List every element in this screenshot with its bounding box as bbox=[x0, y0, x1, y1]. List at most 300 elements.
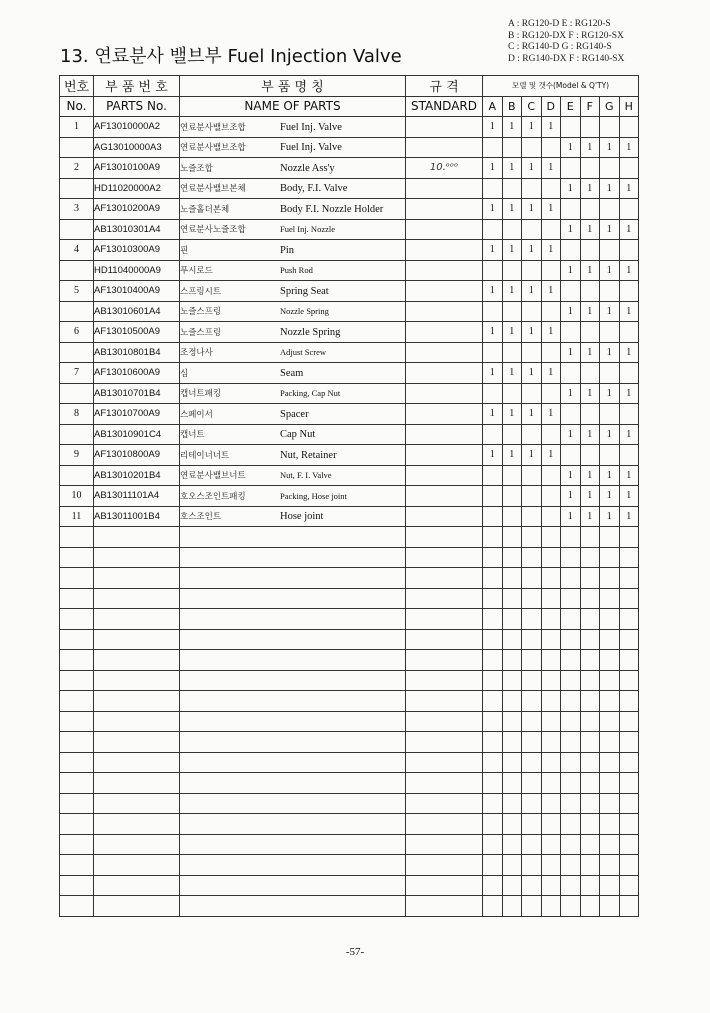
blank-cell bbox=[580, 670, 600, 691]
blank-cell bbox=[60, 752, 94, 773]
blank-cell bbox=[580, 834, 600, 855]
standard bbox=[406, 486, 483, 507]
row-number: 3 bbox=[60, 199, 94, 220]
model-qty bbox=[541, 301, 561, 322]
blank-cell bbox=[522, 875, 542, 896]
blank-cell bbox=[483, 691, 503, 712]
blank-cell bbox=[180, 568, 406, 589]
blank-cell bbox=[483, 609, 503, 630]
part-name-korean: 핀 bbox=[180, 245, 189, 256]
model-qty: 1 bbox=[619, 486, 639, 507]
model-qty bbox=[600, 281, 620, 302]
model-qty bbox=[580, 363, 600, 384]
blank-cell bbox=[502, 711, 522, 732]
table-row bbox=[60, 137, 639, 158]
blank-cell bbox=[600, 650, 620, 671]
blank-cell bbox=[619, 527, 639, 548]
part-name bbox=[180, 363, 406, 384]
legend-line: D : RG140-DX F : RG140-SX bbox=[508, 53, 625, 64]
row-number bbox=[60, 260, 94, 281]
blank-cell bbox=[541, 588, 561, 609]
part-name bbox=[180, 445, 406, 466]
table-row bbox=[60, 486, 639, 507]
part-number: AB13010601A4 bbox=[94, 301, 180, 322]
model-qty bbox=[541, 342, 561, 363]
part-name-korean: 연료분사밸브너트 bbox=[180, 471, 246, 482]
model-qty bbox=[580, 281, 600, 302]
blank-cell bbox=[94, 793, 180, 814]
blank-cell bbox=[60, 793, 94, 814]
standard bbox=[406, 199, 483, 220]
blank-cell bbox=[522, 855, 542, 876]
blank-cell bbox=[619, 814, 639, 835]
model-qty bbox=[580, 445, 600, 466]
model-qty: 1 bbox=[483, 363, 503, 384]
blank-cell bbox=[406, 609, 483, 630]
blank-cell bbox=[502, 629, 522, 650]
standard bbox=[406, 301, 483, 322]
model-qty: 1 bbox=[600, 301, 620, 322]
blank-cell bbox=[180, 855, 406, 876]
blank-cell bbox=[483, 670, 503, 691]
header-name-ko: 부 품 명 칭 bbox=[180, 76, 406, 97]
model-qty: 1 bbox=[522, 445, 542, 466]
model-qty bbox=[600, 158, 620, 179]
model-qty: 1 bbox=[580, 465, 600, 486]
blank-cell bbox=[406, 855, 483, 876]
blank-cell bbox=[580, 629, 600, 650]
blank-cell bbox=[619, 568, 639, 589]
blank-cell bbox=[406, 547, 483, 568]
part-name-english: Packing, Cap Nut bbox=[280, 388, 341, 399]
standard bbox=[406, 383, 483, 404]
parts-table bbox=[59, 75, 639, 917]
blank-cell bbox=[561, 588, 581, 609]
model-qty bbox=[600, 240, 620, 261]
model-qty: 1 bbox=[541, 445, 561, 466]
model-qty bbox=[502, 506, 522, 527]
table-row bbox=[60, 363, 639, 384]
blank-cell bbox=[541, 629, 561, 650]
model-qty bbox=[483, 486, 503, 507]
part-name bbox=[180, 199, 406, 220]
model-qty bbox=[541, 465, 561, 486]
blank-cell bbox=[502, 855, 522, 876]
model-qty bbox=[541, 219, 561, 240]
part-name bbox=[180, 404, 406, 425]
model-qty bbox=[483, 506, 503, 527]
blank-cell bbox=[406, 691, 483, 712]
blank-cell bbox=[522, 814, 542, 835]
model-qty bbox=[502, 486, 522, 507]
blank-cell bbox=[60, 670, 94, 691]
standard bbox=[406, 404, 483, 425]
model-qty bbox=[502, 260, 522, 281]
blank-cell bbox=[619, 670, 639, 691]
blank-cell bbox=[522, 609, 542, 630]
blank-cell bbox=[502, 650, 522, 671]
blank-cell bbox=[580, 691, 600, 712]
blank-cell bbox=[541, 732, 561, 753]
part-name-korean: 스페이서 bbox=[180, 409, 213, 420]
model-qty: 1 bbox=[619, 219, 639, 240]
blank-row bbox=[60, 752, 639, 773]
standard bbox=[406, 465, 483, 486]
blank-cell bbox=[60, 875, 94, 896]
blank-cell bbox=[94, 609, 180, 630]
blank-cell bbox=[580, 896, 600, 917]
part-name bbox=[180, 342, 406, 363]
model-qty bbox=[502, 301, 522, 322]
standard bbox=[406, 322, 483, 343]
blank-cell bbox=[580, 527, 600, 548]
part-number: AF13010200A9 bbox=[94, 199, 180, 220]
blank-cell bbox=[541, 814, 561, 835]
blank-cell bbox=[600, 609, 620, 630]
blank-cell bbox=[561, 793, 581, 814]
model-qty bbox=[483, 219, 503, 240]
blank-cell bbox=[600, 691, 620, 712]
blank-cell bbox=[561, 568, 581, 589]
blank-cell bbox=[541, 609, 561, 630]
part-number: AB13010701B4 bbox=[94, 383, 180, 404]
blank-cell bbox=[522, 711, 542, 732]
part-name-english: Fuel Inj. Nozzle bbox=[280, 224, 335, 235]
blank-cell bbox=[502, 568, 522, 589]
blank-cell bbox=[180, 609, 406, 630]
blank-cell bbox=[502, 691, 522, 712]
blank-cell bbox=[502, 875, 522, 896]
blank-cell bbox=[580, 752, 600, 773]
blank-cell bbox=[619, 752, 639, 773]
part-number: AB13010201B4 bbox=[94, 465, 180, 486]
blank-cell bbox=[180, 629, 406, 650]
blank-cell bbox=[619, 896, 639, 917]
part-number: AF13010700A9 bbox=[94, 404, 180, 425]
blank-cell bbox=[406, 875, 483, 896]
model-qty bbox=[600, 117, 620, 138]
model-qty bbox=[483, 178, 503, 199]
page-title: 13. 연료분사 밸브부 Fuel Injection Valve bbox=[60, 46, 402, 67]
model-qty: 1 bbox=[580, 301, 600, 322]
part-name-english: Pin bbox=[280, 244, 295, 256]
model-qty: 1 bbox=[483, 404, 503, 425]
model-qty: 1 bbox=[522, 363, 542, 384]
model-qty bbox=[502, 465, 522, 486]
part-name bbox=[180, 322, 406, 343]
blank-cell bbox=[483, 711, 503, 732]
table-row bbox=[60, 383, 639, 404]
blank-cell bbox=[600, 814, 620, 835]
blank-cell bbox=[406, 629, 483, 650]
blank-cell bbox=[600, 588, 620, 609]
part-name-korean: 연료분사밸브조합 bbox=[180, 122, 246, 133]
model-qty bbox=[483, 260, 503, 281]
part-name-korean: 캡너트 bbox=[180, 430, 205, 441]
table-row bbox=[60, 281, 639, 302]
row-number bbox=[60, 178, 94, 199]
blank-cell bbox=[60, 547, 94, 568]
model-qty bbox=[580, 199, 600, 220]
standard bbox=[406, 363, 483, 384]
header-std-en: STANDARD bbox=[406, 96, 483, 117]
model-qty bbox=[502, 137, 522, 158]
table-row bbox=[60, 260, 639, 281]
model-qty bbox=[580, 322, 600, 343]
blank-cell bbox=[94, 527, 180, 548]
blank-cell bbox=[483, 527, 503, 548]
blank-cell bbox=[522, 547, 542, 568]
model-qty: 1 bbox=[522, 240, 542, 261]
blank-cell bbox=[502, 793, 522, 814]
blank-cell bbox=[619, 793, 639, 814]
blank-cell bbox=[60, 834, 94, 855]
blank-cell bbox=[619, 732, 639, 753]
model-qty bbox=[502, 424, 522, 445]
part-name bbox=[180, 260, 406, 281]
blank-row bbox=[60, 834, 639, 855]
model-qty: 1 bbox=[580, 137, 600, 158]
model-qty: 1 bbox=[541, 199, 561, 220]
blank-cell bbox=[94, 855, 180, 876]
header-model-a: A bbox=[483, 96, 503, 117]
blank-cell bbox=[541, 793, 561, 814]
part-number: AF13010300A9 bbox=[94, 240, 180, 261]
blank-cell bbox=[600, 793, 620, 814]
blank-cell bbox=[502, 834, 522, 855]
blank-cell bbox=[580, 568, 600, 589]
row-number bbox=[60, 465, 94, 486]
model-qty bbox=[619, 322, 639, 343]
model-qty bbox=[483, 424, 503, 445]
row-number: 8 bbox=[60, 404, 94, 425]
blank-cell bbox=[502, 547, 522, 568]
blank-row bbox=[60, 547, 639, 568]
model-qty: 1 bbox=[619, 301, 639, 322]
part-name bbox=[180, 281, 406, 302]
model-qty bbox=[522, 383, 542, 404]
part-name bbox=[180, 301, 406, 322]
part-name bbox=[180, 240, 406, 261]
model-qty: 1 bbox=[502, 158, 522, 179]
blank-cell bbox=[406, 896, 483, 917]
part-name-korean: 심 bbox=[180, 368, 189, 379]
header-std-ko: 규 격 bbox=[406, 76, 483, 97]
part-name bbox=[180, 486, 406, 507]
header-model-b: B bbox=[502, 96, 522, 117]
blank-cell bbox=[541, 691, 561, 712]
model-qty: 1 bbox=[600, 219, 620, 240]
model-qty bbox=[580, 240, 600, 261]
part-number: AB13010301A4 bbox=[94, 219, 180, 240]
row-number: 10 bbox=[60, 486, 94, 507]
blank-cell bbox=[180, 527, 406, 548]
model-qty bbox=[522, 219, 542, 240]
blank-cell bbox=[522, 527, 542, 548]
part-name bbox=[180, 506, 406, 527]
blank-cell bbox=[94, 834, 180, 855]
blank-cell bbox=[619, 650, 639, 671]
model-qty: 1 bbox=[502, 363, 522, 384]
model-qty: 1 bbox=[561, 301, 581, 322]
model-qty: 1 bbox=[619, 383, 639, 404]
header-model-h: H bbox=[619, 96, 639, 117]
model-qty bbox=[522, 424, 542, 445]
row-number: 9 bbox=[60, 445, 94, 466]
model-qty: 1 bbox=[580, 260, 600, 281]
part-number: AB13011101A4 bbox=[94, 486, 180, 507]
blank-cell bbox=[483, 793, 503, 814]
model-qty bbox=[619, 363, 639, 384]
model-qty bbox=[502, 342, 522, 363]
blank-cell bbox=[580, 711, 600, 732]
model-qty: 1 bbox=[541, 363, 561, 384]
part-number: AF13010000A2 bbox=[94, 117, 180, 138]
model-qty: 1 bbox=[541, 240, 561, 261]
model-qty: 1 bbox=[502, 199, 522, 220]
blank-cell bbox=[600, 568, 620, 589]
model-qty: 1 bbox=[561, 465, 581, 486]
blank-cell bbox=[541, 875, 561, 896]
blank-cell bbox=[619, 711, 639, 732]
model-qty: 1 bbox=[561, 260, 581, 281]
parts-table-body bbox=[60, 117, 639, 917]
blank-cell bbox=[94, 691, 180, 712]
model-qty bbox=[561, 281, 581, 302]
blank-cell bbox=[619, 834, 639, 855]
model-qty bbox=[619, 158, 639, 179]
model-qty bbox=[483, 301, 503, 322]
row-number bbox=[60, 424, 94, 445]
table-row bbox=[60, 199, 639, 220]
part-number: AF13010100A9 bbox=[94, 158, 180, 179]
part-name-english: Body F.I. Nozzle Holder bbox=[280, 203, 384, 215]
part-number: AF13010600A9 bbox=[94, 363, 180, 384]
part-name-english: Body, F.I. Valve bbox=[280, 183, 348, 195]
blank-cell bbox=[600, 773, 620, 794]
header-parts-en: PARTS No. bbox=[94, 96, 180, 117]
blank-row bbox=[60, 814, 639, 835]
part-name-english: Hose joint bbox=[280, 511, 324, 523]
table-row bbox=[60, 404, 639, 425]
standard bbox=[406, 445, 483, 466]
blank-cell bbox=[502, 752, 522, 773]
legend-line: A : RG120-D E : RG120-S bbox=[508, 19, 611, 29]
table-row bbox=[60, 322, 639, 343]
model-qty: 1 bbox=[619, 424, 639, 445]
row-number: 1 bbox=[60, 117, 94, 138]
table-row bbox=[60, 445, 639, 466]
header-model-f: F bbox=[580, 96, 600, 117]
blank-cell bbox=[522, 773, 542, 794]
model-qty: 1 bbox=[561, 424, 581, 445]
legend-line: C : RG140-D G : RG140-S bbox=[508, 42, 612, 52]
blank-cell bbox=[180, 896, 406, 917]
blank-cell bbox=[600, 711, 620, 732]
row-number: 4 bbox=[60, 240, 94, 261]
blank-cell bbox=[580, 609, 600, 630]
blank-cell bbox=[522, 568, 542, 589]
part-name-korean: 호오스조인트패킹 bbox=[180, 491, 246, 502]
model-qty: 1 bbox=[619, 178, 639, 199]
model-qty: 1 bbox=[600, 137, 620, 158]
blank-cell bbox=[180, 814, 406, 835]
part-number: AB13010801B4 bbox=[94, 342, 180, 363]
blank-cell bbox=[180, 650, 406, 671]
part-name bbox=[180, 219, 406, 240]
blank-cell bbox=[406, 527, 483, 548]
blank-cell bbox=[522, 691, 542, 712]
blank-row bbox=[60, 691, 639, 712]
model-qty bbox=[600, 404, 620, 425]
part-name-english: Seam bbox=[280, 367, 304, 379]
table-row bbox=[60, 178, 639, 199]
part-name bbox=[180, 424, 406, 445]
blank-cell bbox=[541, 896, 561, 917]
blank-row bbox=[60, 670, 639, 691]
blank-cell bbox=[561, 527, 581, 548]
blank-cell bbox=[561, 834, 581, 855]
model-qty: 1 bbox=[541, 404, 561, 425]
header-no-en: No. bbox=[60, 96, 94, 117]
blank-cell bbox=[580, 588, 600, 609]
blank-cell bbox=[600, 834, 620, 855]
blank-cell bbox=[561, 650, 581, 671]
blank-cell bbox=[580, 793, 600, 814]
blank-cell bbox=[406, 650, 483, 671]
blank-cell bbox=[94, 547, 180, 568]
model-qty: 1 bbox=[522, 158, 542, 179]
table-row bbox=[60, 506, 639, 527]
model-qty bbox=[600, 322, 620, 343]
model-qty: 1 bbox=[600, 342, 620, 363]
blank-cell bbox=[619, 855, 639, 876]
blank-cell bbox=[406, 793, 483, 814]
blank-row bbox=[60, 773, 639, 794]
blank-cell bbox=[60, 609, 94, 630]
part-name bbox=[180, 158, 406, 179]
blank-cell bbox=[60, 773, 94, 794]
part-number: AB13011001B4 bbox=[94, 506, 180, 527]
blank-row bbox=[60, 896, 639, 917]
blank-cell bbox=[502, 527, 522, 548]
model-qty: 1 bbox=[580, 506, 600, 527]
model-qty: 1 bbox=[619, 342, 639, 363]
blank-cell bbox=[522, 670, 542, 691]
blank-cell bbox=[600, 875, 620, 896]
model-qty: 1 bbox=[541, 117, 561, 138]
model-qty: 1 bbox=[502, 240, 522, 261]
blank-cell bbox=[561, 629, 581, 650]
blank-cell bbox=[561, 691, 581, 712]
part-name bbox=[180, 383, 406, 404]
model-qty: 1 bbox=[522, 199, 542, 220]
model-qty bbox=[541, 424, 561, 445]
model-qty: 1 bbox=[541, 158, 561, 179]
part-number: HD11020000A2 bbox=[94, 178, 180, 199]
model-qty bbox=[600, 363, 620, 384]
blank-cell bbox=[580, 875, 600, 896]
blank-cell bbox=[561, 773, 581, 794]
model-qty: 1 bbox=[600, 506, 620, 527]
blank-cell bbox=[522, 629, 542, 650]
part-name-korean: 리테이너너트 bbox=[180, 450, 230, 461]
model-qty: 1 bbox=[619, 137, 639, 158]
header-model-g: G bbox=[600, 96, 620, 117]
model-qty bbox=[502, 383, 522, 404]
part-name-english: Fuel Inj. Valve bbox=[280, 121, 342, 133]
part-number: AF13010500A9 bbox=[94, 322, 180, 343]
